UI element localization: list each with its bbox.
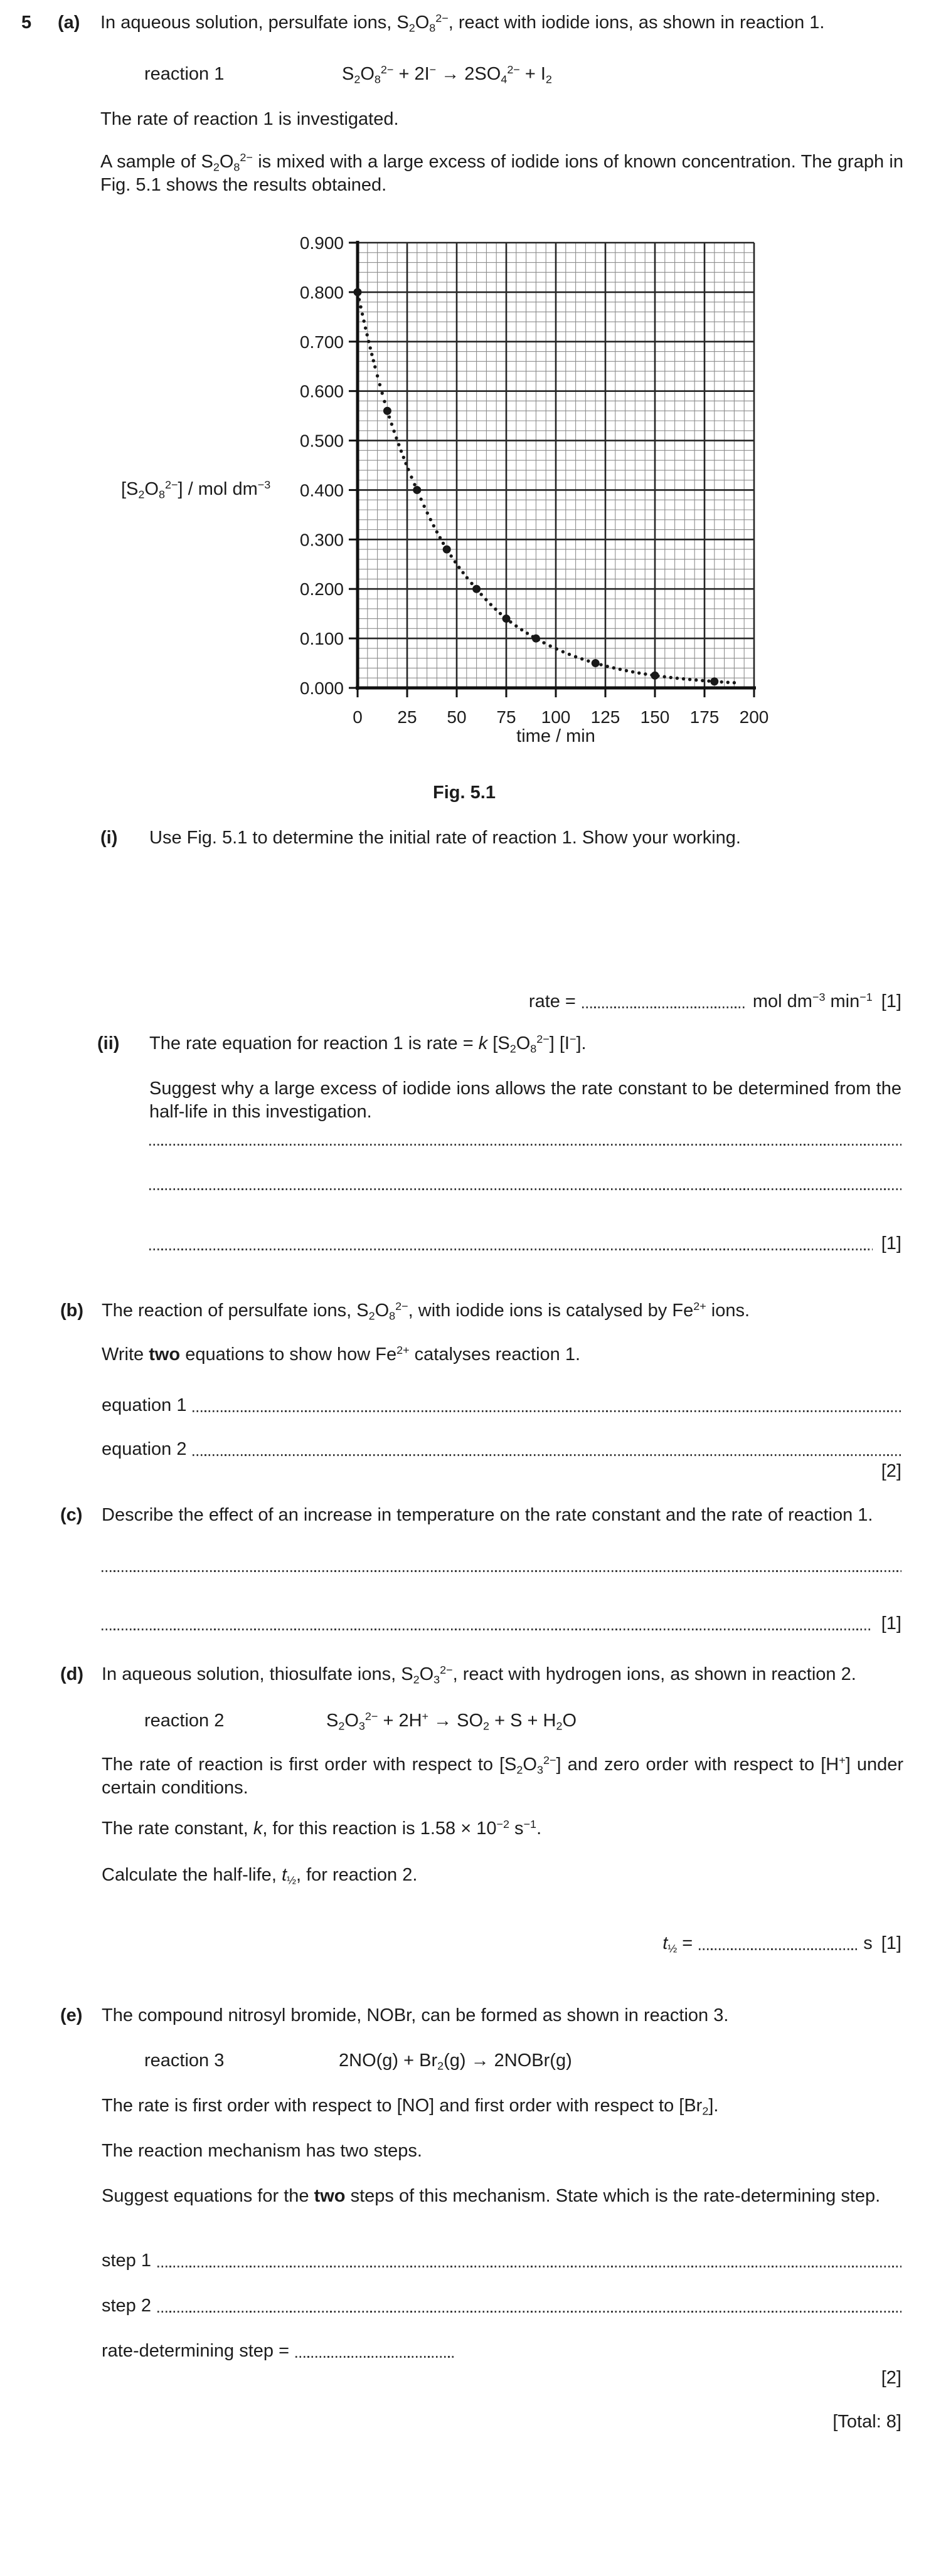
- answer-line-row: [102, 1570, 901, 1576]
- mark-1: [1]: [881, 1933, 901, 1953]
- part-b-text-2: Write two equations to show how $Fe^{2+}$ catalyses reaction 1.: [102, 1344, 581, 1365]
- svg-text:25: 25: [397, 707, 417, 727]
- svg-text:100: 100: [541, 707, 571, 727]
- answer-dotted-line: [102, 1628, 873, 1630]
- rate-prefix: rate =: [528, 991, 576, 1011]
- rate-units: mol $dm^{-3}$ $\min^{-1}$: [752, 991, 873, 1011]
- part-b-text-1: The reaction of persulfate ions, $S_2O_8^{2-}$, with iodide ions is catalysed by $Fe^{2+}$ ions.: [102, 1300, 750, 1322]
- mark-1: [1]: [881, 1233, 901, 1254]
- part-e-text-2: The rate is first order with respect to [NO] and first order with respect to $[Br_2]$.: [102, 2096, 719, 2118]
- answer-line-row: [149, 1233, 901, 1254]
- svg-text:125: 125: [590, 707, 620, 727]
- part-a-sample: A sample of $S_2O_8^{2-}$ is mixed with a large excess of iodide ions of known concentration. The graph in Fig. 5.1 shows the results obtained.: [100, 151, 903, 195]
- equation-1-row: [102, 1395, 901, 1416]
- svg-text:0.700: 0.700: [299, 332, 344, 352]
- svg-text:0.400: 0.400: [299, 480, 344, 500]
- part-a-i-text: Use Fig. 5.1 to determine the initial rate of reaction 1. Show your working.: [149, 828, 741, 848]
- part-e-text-1: The compound nitrosyl bromide, NOBr, can be formed as shown in reaction 3.: [102, 2005, 729, 2025]
- total-marks: [Total: 8]: [832, 2412, 901, 2432]
- part-d-text-4: Calculate the half-life, $t_{\frac{1}{2}}$, for reaction 2.: [102, 1865, 418, 1887]
- part-a-ii-suggest: Suggest why a large excess of iodide ions allows the rate constant to be determined from the half-life in this investigation.: [149, 1079, 901, 1122]
- answer-dotted-line: [149, 1248, 873, 1250]
- part-b-label: (b): [60, 1301, 84, 1321]
- part-a-intro: In aqueous solution, persulfate ions, $S_2O_8^{2-}$, react with iodide ions, as shown in reaction 1.: [100, 12, 825, 34]
- svg-text:0.200: 0.200: [299, 579, 344, 599]
- rate-answer-row: [529, 991, 901, 1012]
- part-d-text-3: The rate constant, k, for this reaction is $1.58 \times 10^{-2}$ $s^{-1}$.: [102, 1818, 542, 1839]
- part-a-invest: The rate of reaction 1 is investigated.: [100, 109, 399, 129]
- part-e-text-4: Suggest equations for the two steps of this mechanism. State which is the rate-determining step.: [102, 2186, 881, 2206]
- mark-1: [1]: [881, 991, 901, 1011]
- part-d-text-1: In aqueous solution, thiosulfate ions, $S_2O_3^{2-}$, react with hydrogen ions, as shown in reaction 2.: [102, 1664, 856, 1686]
- answer-dotted-line: [582, 1006, 747, 1008]
- svg-text:0.000: 0.000: [299, 678, 344, 698]
- svg-text:0.100: 0.100: [299, 629, 344, 649]
- mark-1: [1]: [881, 1613, 901, 1634]
- svg-text:175: 175: [689, 707, 720, 727]
- figure-caption: Fig. 5.1: [433, 783, 496, 803]
- part-d-label: (d): [60, 1664, 84, 1684]
- equation-2-row: [102, 1438, 901, 1460]
- svg-text:0.300: 0.300: [299, 530, 344, 550]
- reaction-2-label: reaction 2: [144, 1711, 225, 1731]
- answer-line-row: [149, 1188, 901, 1194]
- svg-text:0.900: 0.900: [299, 233, 344, 253]
- svg-text:0.600: 0.600: [299, 381, 344, 401]
- question-number: 5: [21, 13, 32, 33]
- svg-text:50: 50: [447, 707, 467, 727]
- half-life-answer-row: [662, 1933, 901, 1954]
- y-axis-label: $[S_2O_8^{2-}]$ / mol $dm^{-3}$: [121, 478, 271, 501]
- answer-dotted-line: [149, 1188, 901, 1190]
- seconds-unit: s: [863, 1933, 873, 1953]
- answer-dotted-line: [157, 2266, 901, 2267]
- answer-dotted-line: [102, 1570, 901, 1572]
- step-1-label: step 1: [102, 2251, 151, 2271]
- svg-text:150: 150: [640, 707, 670, 727]
- part-e-text-3: The reaction mechanism has two steps.: [102, 2141, 422, 2161]
- svg-text:75: 75: [496, 707, 516, 727]
- svg-text:0.500: 0.500: [299, 431, 344, 451]
- reaction-3-label: reaction 3: [144, 2051, 225, 2071]
- reaction-2-equation: $S_2O_3^{2-} + 2H^+ \to SO_2 + S + H_2O$: [326, 1710, 577, 1733]
- part-a-ii-text: The rate equation for reaction 1 is rate = k $[S_2O_8^{2-}]$ [I−].: [149, 1033, 587, 1055]
- part-a-ii-label: (ii): [97, 1033, 120, 1053]
- answer-dotted-line: [157, 2311, 901, 2313]
- t-half-prefix: $t_{\frac{1}{2}}$ =: [662, 1933, 693, 1955]
- reaction-1-equation: $S_2O_8^{2-} + 2I^- \to 2SO_4^{2-} + I_2$: [342, 63, 552, 86]
- mark-2: [2]: [881, 1461, 901, 1481]
- part-d-text-2: The rate of reaction is first order with respect to $[S_2O_3^{2-}]$ and zero order with respect to [H+] under certain conditions.: [102, 1754, 904, 1798]
- rate-determining-step-row: [102, 2340, 454, 2362]
- answer-dotted-line: [193, 1454, 901, 1456]
- step-2-row: [102, 2295, 901, 2316]
- answer-dotted-line: [295, 2356, 454, 2358]
- part-c-label: (c): [60, 1505, 83, 1525]
- svg-text:0: 0: [353, 707, 363, 727]
- answer-line-row: [149, 1144, 901, 1149]
- part-c-text: Describe the effect of an increase in temperature on the rate constant and the rate of reaction 1.: [102, 1505, 873, 1525]
- part-a-i-label: (i): [100, 828, 118, 848]
- x-axis-label: time / min: [516, 726, 595, 746]
- step-1-row: [102, 2250, 901, 2271]
- answer-dotted-line: [193, 1410, 901, 1412]
- mark-2: [2]: [881, 2368, 901, 2388]
- answer-dotted-line: [699, 1948, 857, 1950]
- part-e-label: (e): [60, 2005, 83, 2025]
- equation-1-label: equation 1: [102, 1395, 187, 1415]
- part-a-label: (a): [58, 13, 80, 33]
- svg-text:0.800: 0.800: [299, 282, 344, 302]
- svg-text:200: 200: [739, 707, 769, 727]
- step-2-label: step 2: [102, 2296, 151, 2316]
- equation-2-label: equation 2: [102, 1439, 187, 1459]
- reaction-3-equation: $2NO(g) + Br_2(g)$ → 2NOBr(g): [339, 2051, 572, 2072]
- answer-line-row: [102, 1613, 901, 1634]
- reaction-1-label: reaction 1: [144, 64, 225, 84]
- answer-dotted-line: [149, 1144, 901, 1146]
- rate-determining-step-label: rate-determining step =: [102, 2341, 290, 2361]
